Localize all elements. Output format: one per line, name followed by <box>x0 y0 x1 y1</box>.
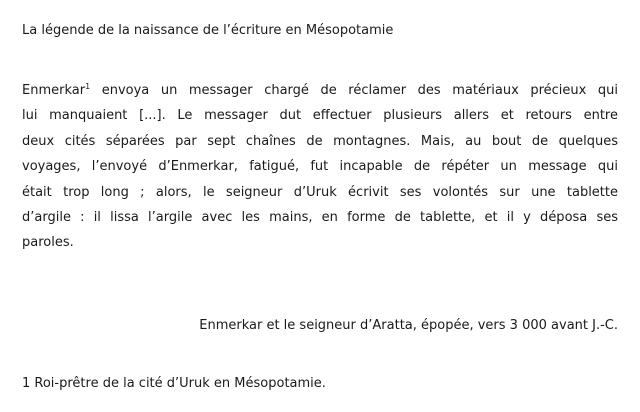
paragraph-line: paroles. <box>22 235 74 251</box>
paragraph-line: voyages, l’envoyé d’Enmerkar, fatigué, fut incapable de répéter un message qui <box>22 159 618 175</box>
paragraph-line-text: envoya un messager chargé de réclamer des matériaux précieux qui <box>90 83 618 98</box>
paragraph-line <box>22 78 618 103</box>
legend-paragraph <box>22 78 618 256</box>
paragraph-line: d’argile : il lissa l’argile avec les mains, en forme de tablette, et il y déposa ses <box>22 210 618 226</box>
paragraph-line: était trop long ; alors, le seigneur d’Uruk écrivit ses volontés sur une tablette <box>22 184 618 200</box>
paragraph-line: lui manquaient [...]. Le messager dut effectuer plusieurs allers et retours entre <box>22 108 618 124</box>
document-title: La légende de la naissance de l’écriture en Mésopotamie <box>22 23 394 38</box>
footnote: 1 Roi-prêtre de la cité d’Uruk en Mésopotamie. <box>22 376 326 391</box>
source-citation: Enmerkar et le seigneur d’Aratta, épopée, vers 3 000 avant J.-C. <box>199 318 618 333</box>
footnote-marker: 1 <box>85 82 91 91</box>
enmerkar-name: Enmerkar <box>22 83 86 98</box>
paragraph-line: deux cités séparées par sept chaînes de montagnes. Mais, au bout de quelques <box>22 133 618 149</box>
